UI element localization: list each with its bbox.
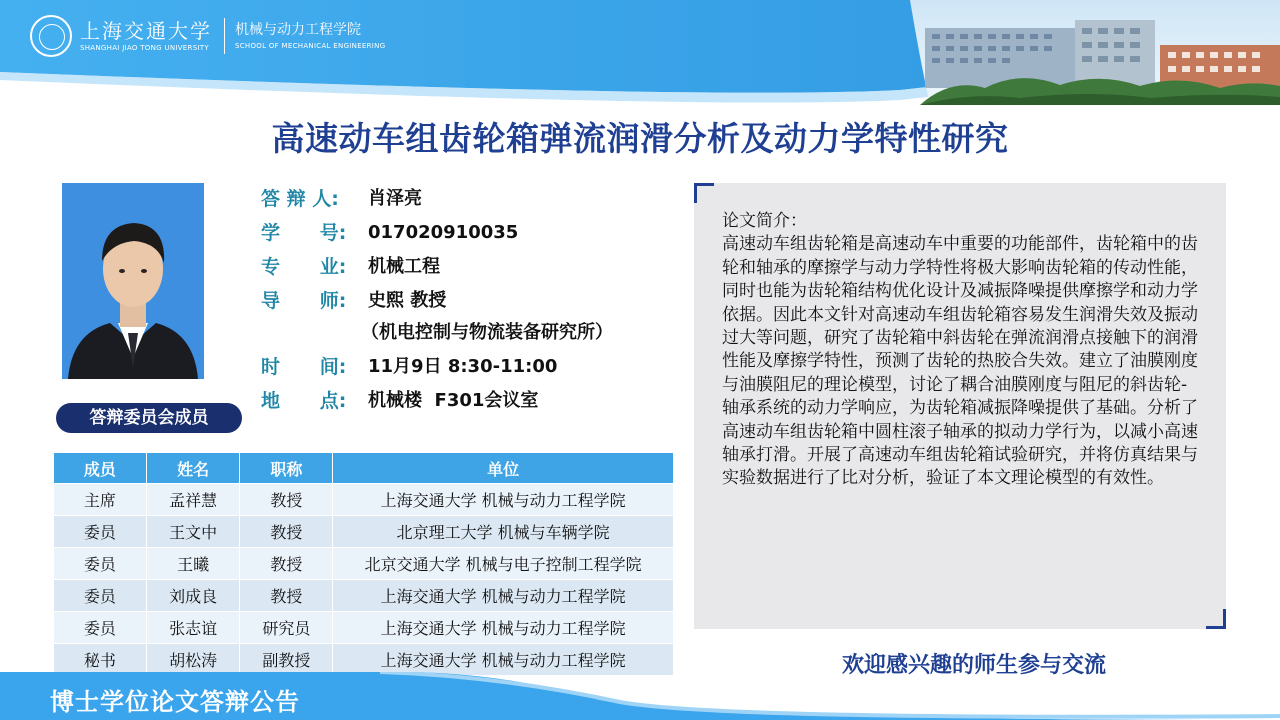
defender-label: 答 辩 人: <box>261 188 339 210</box>
school-name-en: SCHOOL OF MECHANICAL ENGINEERING <box>235 42 386 50</box>
cell-role: 主席 <box>54 484 147 516</box>
header-name: 姓名 <box>146 453 240 484</box>
cell-affiliation: 北京理工大学 机械与车辆学院 <box>333 516 674 548</box>
header-affiliation: 单位 <box>333 453 674 484</box>
cell-role: 委员 <box>54 612 147 644</box>
abstract-heading: 论文简介： <box>722 211 807 231</box>
cell-role: 委员 <box>54 516 147 548</box>
student-id-label: 学 号: <box>261 222 347 244</box>
cell-name: 孟祥慧 <box>146 484 240 516</box>
welcome-message: 欢迎感兴趣的师生参与交流 <box>841 653 1106 678</box>
location-label: 地 点: <box>261 390 347 412</box>
advisor-value: 史熙 教授 <box>368 290 447 311</box>
cell-name: 刘成良 <box>146 580 240 612</box>
cell-name: 王曦 <box>146 548 240 580</box>
major-value: 机械工程 <box>368 256 440 277</box>
candidate-portrait <box>62 183 204 379</box>
cell-title: 研究员 <box>240 612 333 644</box>
cell-affiliation: 上海交通大学 机械与动力工程学院 <box>333 580 674 612</box>
cell-affiliation: 上海交通大学 机械与动力工程学院 <box>333 484 674 516</box>
cell-role: 委员 <box>54 548 147 580</box>
university-name-en: SHANGHAI JIAO TONG UNIVERSITY <box>80 44 209 52</box>
major-label: 专 业: <box>261 256 347 278</box>
logo-divider <box>224 18 225 54</box>
table-row <box>54 644 674 676</box>
cell-name: 王文中 <box>146 516 240 548</box>
cell-title: 教授 <box>240 516 333 548</box>
advisor-institute: （机电控制与物流装备研究所） <box>361 322 613 343</box>
corner-bracket-top-left <box>694 183 714 203</box>
advisor-label: 导 师: <box>261 290 347 312</box>
page-title: 高速动车组齿轮箱弹流润滑分析及动力学特性研究 <box>271 119 1009 158</box>
defender-value: 肖泽亮 <box>368 188 422 209</box>
table-row <box>54 580 674 612</box>
cell-affiliation: 上海交通大学 机械与动力工程学院 <box>333 612 674 644</box>
header-title: 职称 <box>240 453 333 484</box>
header-role: 成员 <box>54 453 147 484</box>
campus-photo <box>890 0 1280 105</box>
time-value: 11月9日 8:30-11:00 <box>368 356 558 377</box>
cell-title: 教授 <box>240 580 333 612</box>
table-row <box>54 548 674 580</box>
table-header-row <box>54 453 674 484</box>
abstract-body: 高速动车组齿轮箱是高速动车中重要的功能部件，齿轮箱中的齿轮和轴承的摩擦学与动力学特性将极大影响齿轮箱的传动性能，同时也能为齿轮箱结构优化设计及减振降噪提供摩擦学和动力学依据。因此本文针对高速动车组齿轮箱容易发生润滑失效及振动过大等问题，研究了齿轮箱中斜齿轮在弹流润滑点接触下的润滑性能及摩擦学特性，预测了齿轮的热胶合失效。建立了油膜刚度与油膜阻尼的理论模型，讨论了耦合油膜刚度与阻尼的斜齿轮-轴承系统的动力学响应，为齿轮箱减振降噪提供了基础。分析了高速动车组齿轮箱中圆柱滚子轴承的拟动力学行为，以减小高速轴承打滑。开展了高速动车组齿轮箱试验研究，并将仿真结果与实验数据进行了比对分析，验证了本文理论模型的有效性。 <box>722 234 1198 489</box>
cell-name: 胡松涛 <box>146 644 240 676</box>
table-row <box>54 516 674 548</box>
table-row <box>54 484 674 516</box>
committee-table <box>53 452 674 676</box>
cell-role: 秘书 <box>54 644 147 676</box>
cell-role: 委员 <box>54 580 147 612</box>
corner-bracket-bottom-right <box>1206 609 1226 629</box>
university-name-cn: 上海交通大学 <box>80 19 212 43</box>
cell-affiliation: 北京交通大学 机械与电子控制工程学院 <box>333 548 674 580</box>
cell-title: 副教授 <box>240 644 333 676</box>
time-label: 时 间: <box>261 356 347 378</box>
cell-affiliation: 上海交通大学 机械与动力工程学院 <box>333 644 674 676</box>
abstract-text <box>722 210 1202 491</box>
cell-title: 教授 <box>240 548 333 580</box>
committee-badge: 答辩委员会成员 <box>56 403 242 433</box>
table-row <box>54 612 674 644</box>
university-logo <box>30 12 385 60</box>
student-id-value: 017020910035 <box>368 222 519 243</box>
cell-title: 教授 <box>240 484 333 516</box>
location-value: 机械楼 F301会议室 <box>368 390 539 411</box>
university-seal-icon <box>30 15 72 57</box>
footer-title: 博士学位论文答辩公告 <box>50 687 300 716</box>
cell-name: 张志谊 <box>146 612 240 644</box>
school-name-cn: 机械与动力工程学院 <box>235 22 361 38</box>
